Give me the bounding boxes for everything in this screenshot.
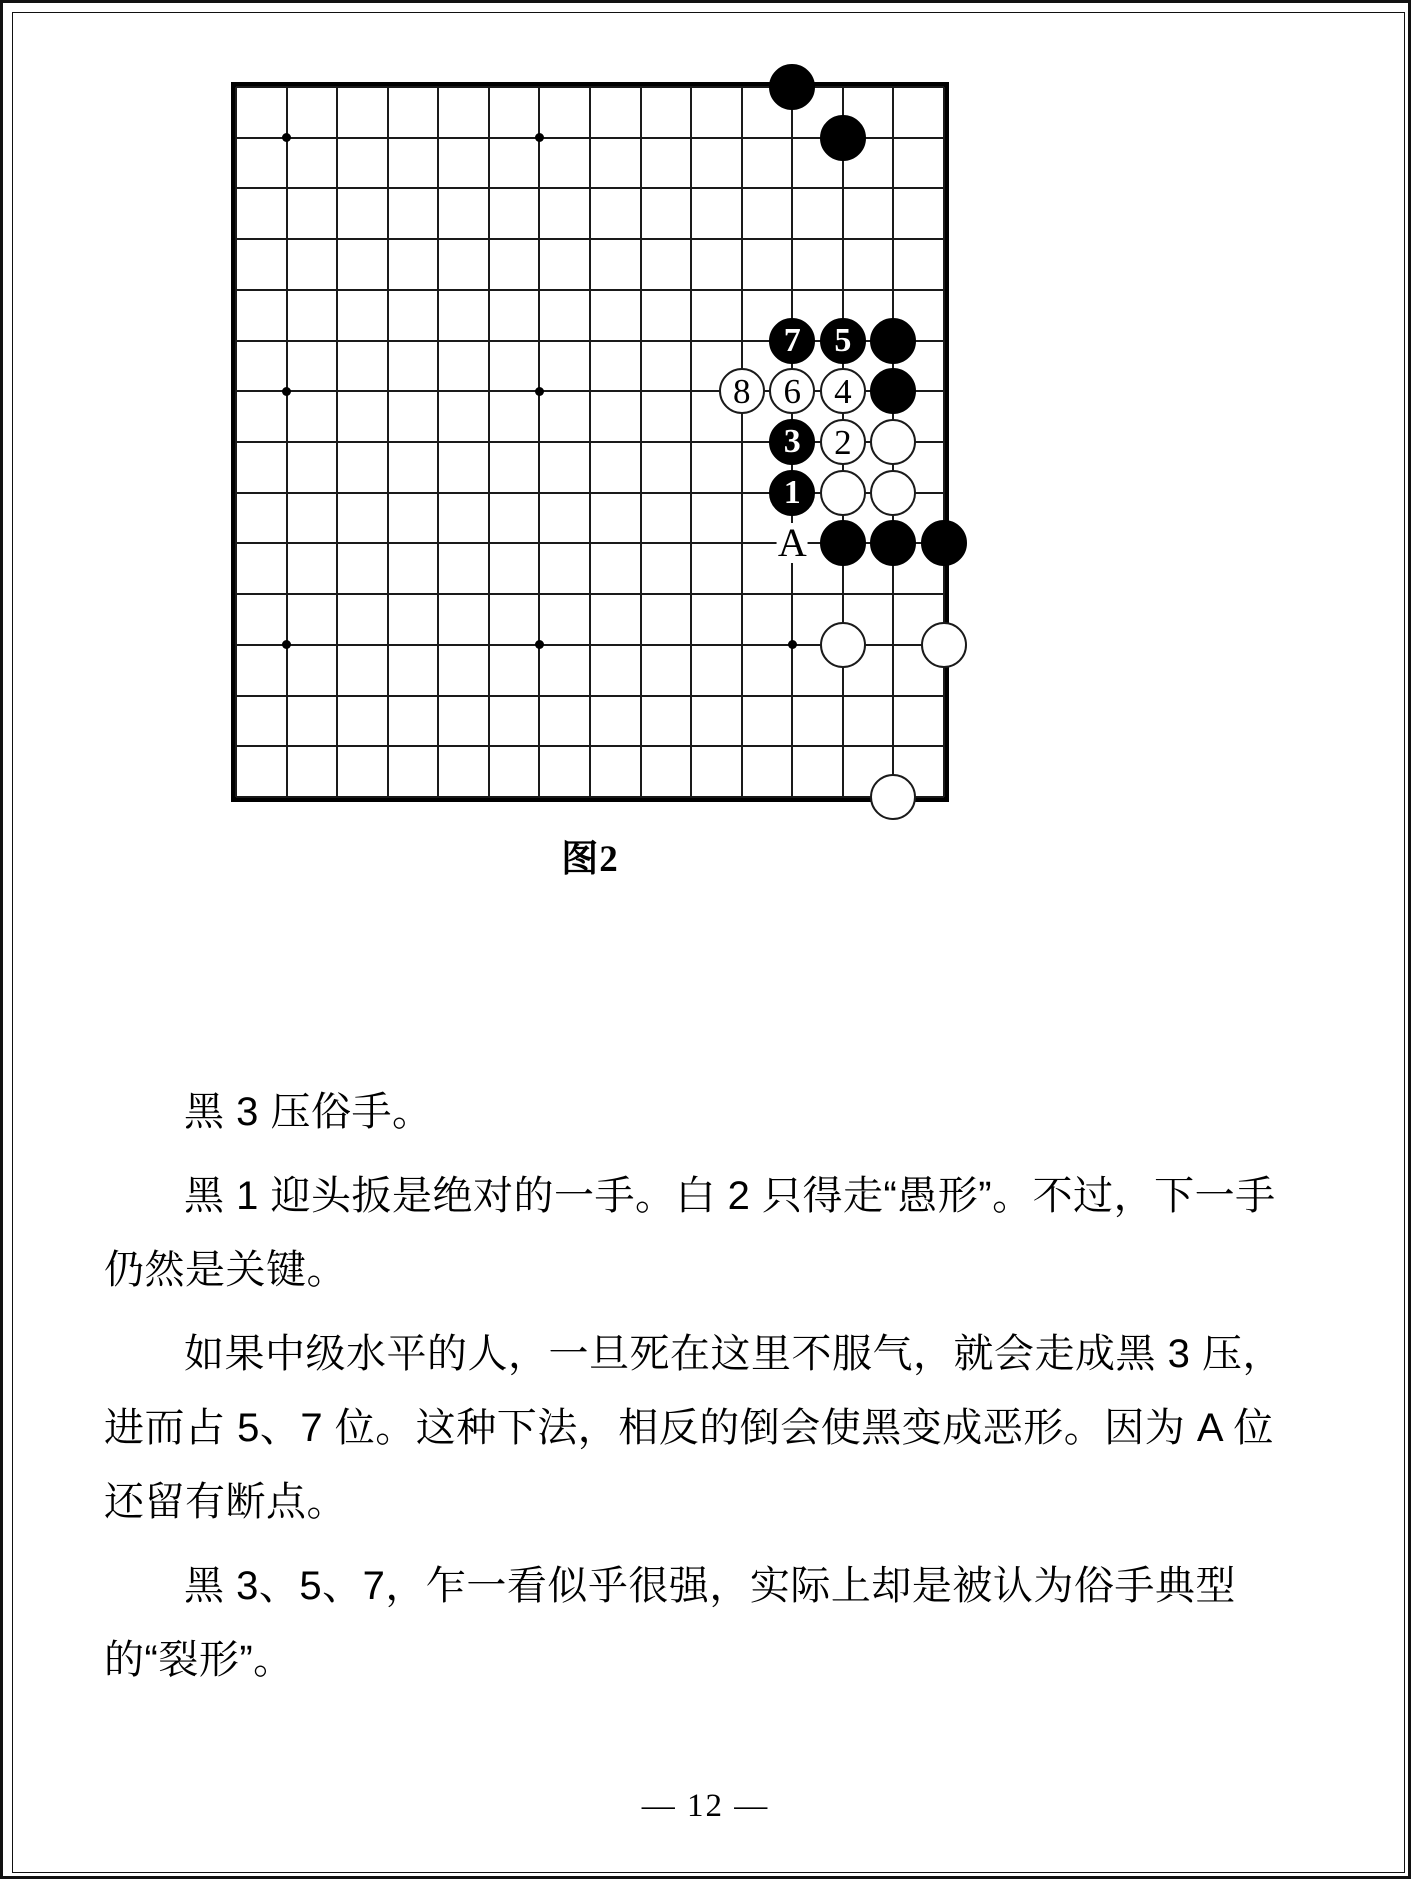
black-stone-7[interactable]: 7	[769, 318, 815, 364]
black-stone-3[interactable]: 3	[769, 419, 815, 465]
white-stone-8[interactable]: 8	[719, 368, 765, 414]
page-number: — 12 —	[641, 1788, 770, 1824]
body-text-block	[104, 1075, 1304, 1707]
black-stone[interactable]	[870, 318, 916, 364]
white-stone-4[interactable]: 4	[820, 368, 866, 414]
black-stone[interactable]	[870, 368, 916, 414]
white-stone[interactable]	[820, 470, 866, 516]
black-stone[interactable]	[921, 520, 967, 566]
body-paragraph: 黑 1 迎头扳是绝对的一手。白 2 只得走“愚形”。不过，下一手仍然是关键。	[104, 1174, 1276, 1292]
white-stone[interactable]	[820, 622, 866, 668]
black-stone-5[interactable]: 5	[820, 318, 866, 364]
white-stone-6[interactable]: 6	[769, 368, 815, 414]
white-stone-2[interactable]: 2	[820, 419, 866, 465]
body-paragraph: 黑 3 压俗手。	[184, 1090, 433, 1134]
black-stone[interactable]	[820, 520, 866, 566]
body-paragraph: 黑 3、5、7，乍一看似乎很强，实际上却是被认为俗手典型的“裂形”。	[104, 1564, 1236, 1682]
black-stone[interactable]	[870, 520, 916, 566]
body-paragraph: 如果中级水平的人，一旦死在这里不服气，就会走成黑 3 压，进而占 5、7 位。这种下法，相反的倒会使黑变成恶形。因为 A 位还留有断点。	[104, 1332, 1283, 1524]
white-stone[interactable]	[870, 774, 916, 820]
board-marker-a: A	[777, 520, 807, 566]
figure-caption: 图2	[561, 839, 619, 880]
white-stone[interactable]	[921, 622, 967, 668]
black-stone[interactable]	[820, 115, 866, 161]
white-stone[interactable]	[870, 419, 916, 465]
go-board-stones	[236, 87, 944, 797]
black-stone[interactable]	[769, 64, 815, 110]
black-stone-1[interactable]: 1	[769, 470, 815, 516]
go-board[interactable]	[231, 82, 949, 802]
white-stone[interactable]	[870, 470, 916, 516]
